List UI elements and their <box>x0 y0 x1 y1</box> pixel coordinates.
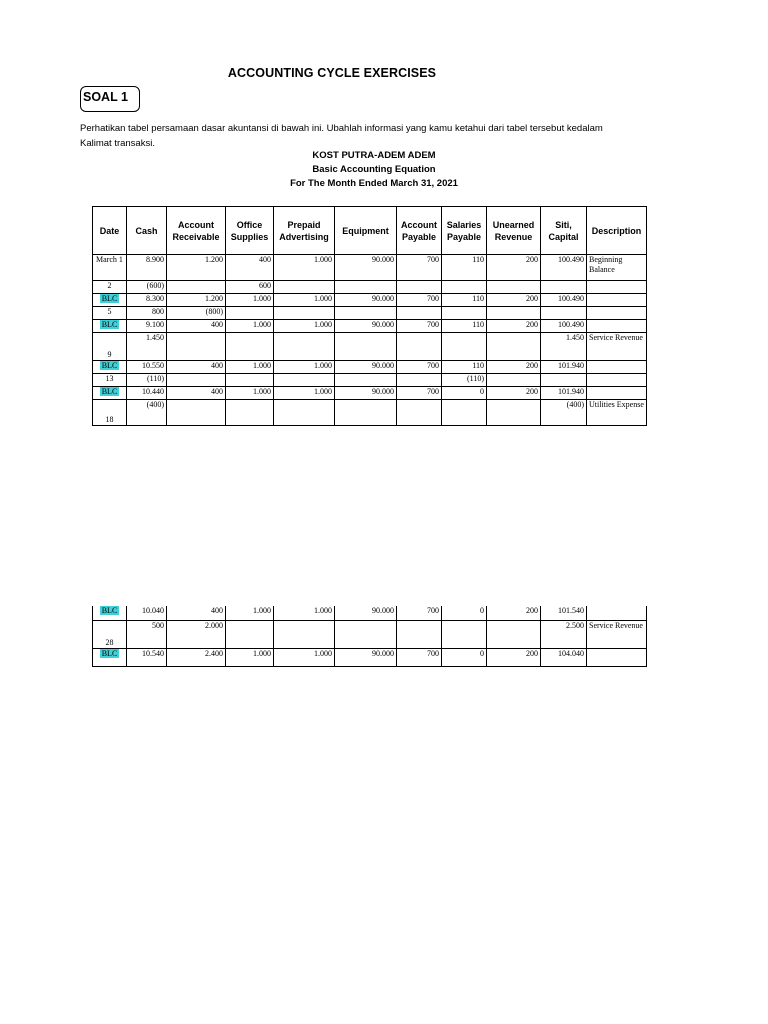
cell-ur: 200 <box>487 606 541 620</box>
col-account-payable: Account Payable <box>397 207 442 255</box>
company-name: KOST PUTRA-ADEM ADEM <box>312 150 436 161</box>
table-row <box>93 648 647 666</box>
table-row <box>93 281 647 294</box>
cell-desc <box>587 374 647 387</box>
cell-ap <box>397 281 442 294</box>
cell-cap: (400) <box>541 400 587 426</box>
cell-eq <box>335 400 397 426</box>
col-office-supplies: Office Supplies <box>226 207 274 255</box>
cell-cap <box>541 281 587 294</box>
cell-sp: 0 <box>442 606 487 620</box>
cell-eq: 90.000 <box>335 294 397 307</box>
balance-marker: BLC <box>101 648 118 658</box>
table-row <box>93 361 647 374</box>
col-capital: Siti, Capital <box>541 207 587 255</box>
cell-ur: 200 <box>487 387 541 400</box>
cell-ar: 400 <box>167 320 226 333</box>
cell-cash: 10.040 <box>127 606 167 620</box>
cell-ur <box>487 333 541 361</box>
cell-date <box>93 361 127 374</box>
col-prepaid-advertising: Prepaid Advertising <box>274 207 335 255</box>
cell-ar <box>167 374 226 387</box>
col-unearned-revenue: Unearned Revenue <box>487 207 541 255</box>
cell-os: 1.000 <box>226 648 274 666</box>
cell-ar: 2.000 <box>167 620 226 648</box>
col-salaries-payable: Salaries Payable <box>442 207 487 255</box>
cell-os: 400 <box>226 255 274 281</box>
cell-cash: 10.550 <box>127 361 167 374</box>
cell-os <box>226 400 274 426</box>
cell-pa <box>274 400 335 426</box>
intro-text <box>80 121 700 151</box>
cell-cap: 100.490 <box>541 320 587 333</box>
balance-marker: BLC <box>101 606 118 615</box>
cell-cash: (110) <box>127 374 167 387</box>
cell-ar: 1.200 <box>167 255 226 281</box>
cell-sp <box>442 400 487 426</box>
cell-pa <box>274 333 335 361</box>
table-row <box>93 400 647 426</box>
cell-cash: 10.540 <box>127 648 167 666</box>
cell-os: 1.000 <box>226 387 274 400</box>
cell-sp <box>442 333 487 361</box>
cell-eq: 90.000 <box>335 255 397 281</box>
cell-cap: 101.540 <box>541 606 587 620</box>
cell-ur: 200 <box>487 361 541 374</box>
cell-ar <box>167 400 226 426</box>
cell-ap: 700 <box>397 294 442 307</box>
balance-marker: BLC <box>101 361 118 370</box>
cell-pa <box>274 620 335 648</box>
cell-pa: 1.000 <box>274 387 335 400</box>
cell-sp: (110) <box>442 374 487 387</box>
cell-ap: 700 <box>397 361 442 374</box>
cell-os: 1.000 <box>226 320 274 333</box>
cell-pa: 1.000 <box>274 320 335 333</box>
cell-sp: 110 <box>442 255 487 281</box>
cell-ar: (800) <box>167 307 226 320</box>
cell-cash: (600) <box>127 281 167 294</box>
cell-cap: 101.940 <box>541 387 587 400</box>
intro-line-1: Perhatikan tabel persamaan dasar akuntansi di bawah ini. Ubahlah informasi yang kamu ketahui dari tabel tersebut kedalam <box>80 123 603 134</box>
cell-date <box>93 606 127 620</box>
cell-eq: 90.000 <box>335 320 397 333</box>
cell-eq: 90.000 <box>335 387 397 400</box>
cell-sp: 110 <box>442 294 487 307</box>
cell-ap <box>397 307 442 320</box>
cell-date: 28 <box>93 620 127 648</box>
col-account-receivable: Account Receivable <box>167 207 226 255</box>
table-row <box>93 620 647 648</box>
cell-desc <box>587 387 647 400</box>
header-row <box>93 207 647 255</box>
cell-desc <box>587 361 647 374</box>
cell-eq <box>335 307 397 320</box>
cell-sp <box>442 307 487 320</box>
cell-ap <box>397 400 442 426</box>
table-row <box>93 320 647 333</box>
table-row <box>93 307 647 320</box>
table-row <box>93 333 647 361</box>
cell-cap: 100.490 <box>541 294 587 307</box>
cell-pa: 1.000 <box>274 294 335 307</box>
cell-os: 1.000 <box>226 361 274 374</box>
cell-ar: 400 <box>167 387 226 400</box>
col-date: Date <box>93 207 127 255</box>
cell-date <box>93 294 127 307</box>
cell-ur: 200 <box>487 648 541 666</box>
balance-marker: BLC <box>101 294 118 303</box>
cell-ap <box>397 374 442 387</box>
cell-os <box>226 307 274 320</box>
cell-sp: 0 <box>442 648 487 666</box>
cell-eq: 90.000 <box>335 606 397 620</box>
cell-pa: 1.000 <box>274 606 335 620</box>
cell-ur <box>487 400 541 426</box>
cell-sp: 0 <box>442 387 487 400</box>
cell-cash: 8.900 <box>127 255 167 281</box>
cell-os <box>226 620 274 648</box>
cell-cap: 2.500 <box>541 620 587 648</box>
cell-ap: 700 <box>397 606 442 620</box>
balance-marker: BLC <box>101 387 118 396</box>
cell-cash: 9.100 <box>127 320 167 333</box>
cell-ar: 2.400 <box>167 648 226 666</box>
cell-ap <box>397 620 442 648</box>
cell-cap: 1.450 <box>541 333 587 361</box>
cell-pa: 1.000 <box>274 255 335 281</box>
cell-ar: 400 <box>167 606 226 620</box>
cell-desc <box>587 606 647 620</box>
page-title: ACCOUNTING CYCLE EXERCISES <box>227 66 437 80</box>
cell-date: 9 <box>93 333 127 361</box>
col-description: Description <box>587 207 647 255</box>
cell-cash: 500 <box>127 620 167 648</box>
table-row <box>93 294 647 307</box>
cell-cash: 800 <box>127 307 167 320</box>
cell-desc: Service Revenue <box>587 620 647 648</box>
cell-ur <box>487 307 541 320</box>
cell-date: 18 <box>93 400 127 426</box>
cell-date <box>93 387 127 400</box>
cell-ur: 200 <box>487 320 541 333</box>
cell-date: 13 <box>93 374 127 387</box>
cell-desc <box>587 294 647 307</box>
cell-eq: 90.000 <box>335 361 397 374</box>
cell-cap <box>541 307 587 320</box>
cell-ap: 700 <box>397 648 442 666</box>
cell-sp <box>442 281 487 294</box>
cell-ur <box>487 620 541 648</box>
cell-eq: 90.000 <box>335 648 397 666</box>
cell-eq <box>335 281 397 294</box>
cell-cash: (400) <box>127 400 167 426</box>
cell-os <box>226 333 274 361</box>
balance-marker: BLC <box>101 320 118 329</box>
cell-cap: 100.490 <box>541 255 587 281</box>
cell-date: 5 <box>93 307 127 320</box>
accounting-equation-table-continued <box>92 606 647 667</box>
cell-desc: Service Revenue <box>587 333 647 361</box>
cell-ur <box>487 281 541 294</box>
cell-pa: 1.000 <box>274 361 335 374</box>
cell-ar <box>167 333 226 361</box>
cell-cash: 8.300 <box>127 294 167 307</box>
cell-cap <box>541 374 587 387</box>
cell-os: 600 <box>226 281 274 294</box>
cell-ap: 700 <box>397 255 442 281</box>
cell-ap: 700 <box>397 320 442 333</box>
soal-label: SOAL 1 <box>80 86 140 112</box>
report-period: For The Month Ended March 31, 2021 <box>290 178 458 189</box>
cell-os: 1.000 <box>226 606 274 620</box>
table-row <box>93 255 647 281</box>
cell-ur <box>487 374 541 387</box>
cell-eq <box>335 374 397 387</box>
cell-os: 1.000 <box>226 294 274 307</box>
cell-desc: Utilities Expense <box>587 400 647 426</box>
cell-pa <box>274 281 335 294</box>
cell-pa: 1.000 <box>274 648 335 666</box>
cell-sp <box>442 620 487 648</box>
cell-date <box>93 648 127 666</box>
cell-desc: Beginning Balance <box>587 255 647 281</box>
cell-sp: 110 <box>442 320 487 333</box>
cell-ar: 1.200 <box>167 294 226 307</box>
cell-ar <box>167 281 226 294</box>
col-equipment: Equipment <box>335 207 397 255</box>
cell-ap: 700 <box>397 387 442 400</box>
cell-desc <box>587 320 647 333</box>
intro-line-2: Kalimat transaksi. <box>80 138 155 149</box>
cell-pa <box>274 374 335 387</box>
cell-sp: 110 <box>442 361 487 374</box>
cell-eq <box>335 620 397 648</box>
cell-cap: 101.940 <box>541 361 587 374</box>
cell-desc <box>587 307 647 320</box>
cell-date: 2 <box>93 281 127 294</box>
cell-desc <box>587 281 647 294</box>
cell-date: March 1 <box>93 255 127 281</box>
cell-ur: 200 <box>487 294 541 307</box>
cell-ur: 200 <box>487 255 541 281</box>
table-row <box>93 606 647 620</box>
report-name: Basic Accounting Equation <box>312 164 436 175</box>
cell-ap <box>397 333 442 361</box>
cell-desc <box>587 648 647 666</box>
cell-cash: 1.450 <box>127 333 167 361</box>
cell-pa <box>274 307 335 320</box>
cell-os <box>226 374 274 387</box>
cell-eq <box>335 333 397 361</box>
accounting-equation-table <box>92 206 647 426</box>
col-cash: Cash <box>127 207 167 255</box>
table-row <box>93 387 647 400</box>
cell-ar: 400 <box>167 361 226 374</box>
cell-cash: 10.440 <box>127 387 167 400</box>
cell-date <box>93 320 127 333</box>
table-row <box>93 374 647 387</box>
cell-cap: 104.040 <box>541 648 587 666</box>
